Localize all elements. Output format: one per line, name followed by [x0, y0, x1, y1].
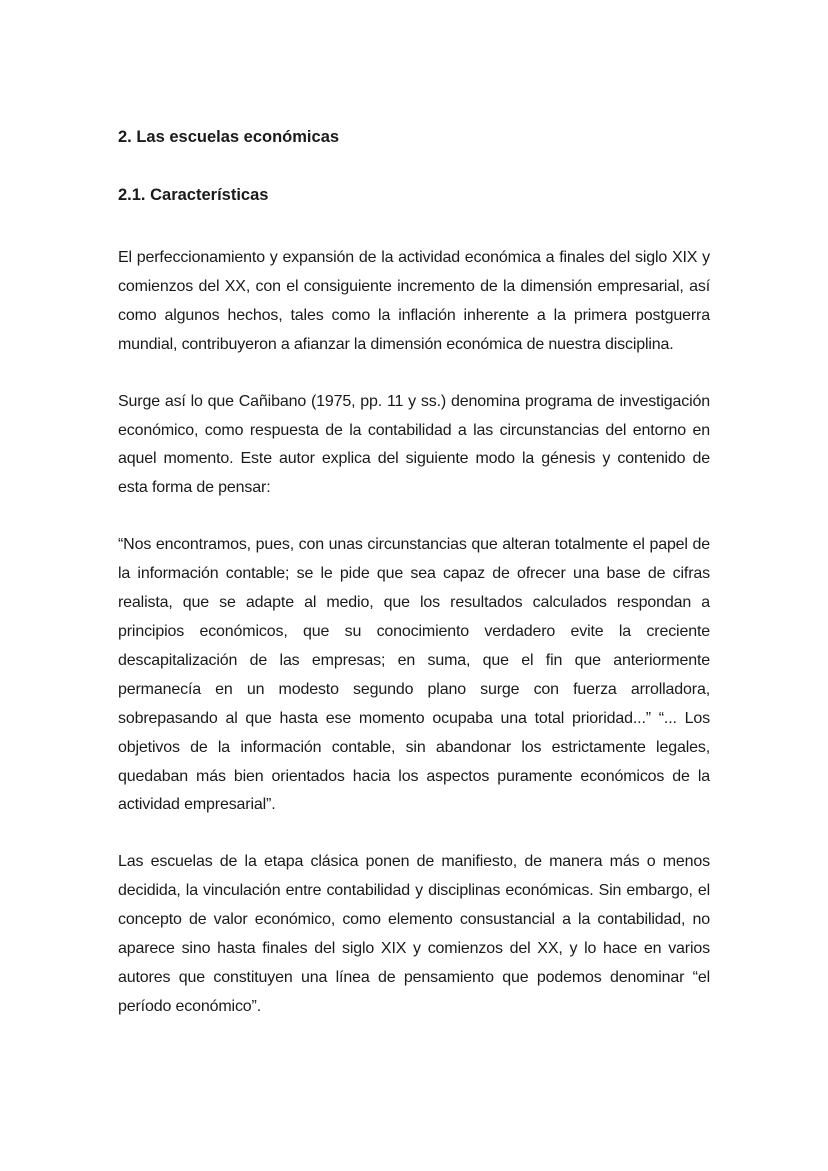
- paragraph-canibano: Surge así lo que Cañibano (1975, pp. 11 y ss.) denomina programa de investigación económico, como respuesta de la contabilidad a las circunstancias del entorno en aquel momento. Este autor explica del siguiente modo la génesis y contenido de esta forma de pensar:: [118, 392, 710, 497]
- section-heading: 2. Las escuelas económicas: [118, 128, 340, 146]
- subsection-heading: 2.1. Características: [118, 186, 269, 204]
- paragraph-classical-schools: Las escuelas de la etapa clásica ponen de manifiesto, de manera más o menos decidida, la vinculación entre contabilidad y disciplinas económicas. Sin embargo, el concepto de valor económico, como elemento consustancial a la contabilidad, no aparece sino hasta finales del siglo XIX y comienzos del XX, y lo hace en varios autores que constituyen una línea de pensamiento que podemos denominar “el período económico”.: [118, 853, 710, 1015]
- paragraph-intro: El perfeccionamiento y expansión de la actividad económica a finales del siglo XIX y comienzos del XX, con el consiguiente incremento de la dimensión empresarial, así como algunos hechos, tales como la inflación inherente a la primera postguerra mundial, contribuyeron a afianzar la dimensión económica de nuestra disciplina.: [118, 249, 710, 353]
- document-page: [118, 125, 710, 1022]
- paragraph-quotation: “Nos encontramos, pues, con unas circunstancias que alteran totalmente el papel de la información contable; se le pide que sea capaz de ofrecer una base de cifras realista, que se adapte al medio, que los resultados calculados respondan a principios económicos, que su conocimiento verdadero evite la creciente descapitalización de las empresas; en suma, que el fin que anteriormente permanecía en un modesto segundo plano surge con fuerza arrolladora, sobrepasando al que hasta ese momento ocupaba una total prioridad...” “... Los objetivos de la información contable, sin abandonar los estrictamente legales, quedaban más bien orientados hacia los aspectos puramente económicos de la actividad empresarial”.: [118, 536, 710, 814]
